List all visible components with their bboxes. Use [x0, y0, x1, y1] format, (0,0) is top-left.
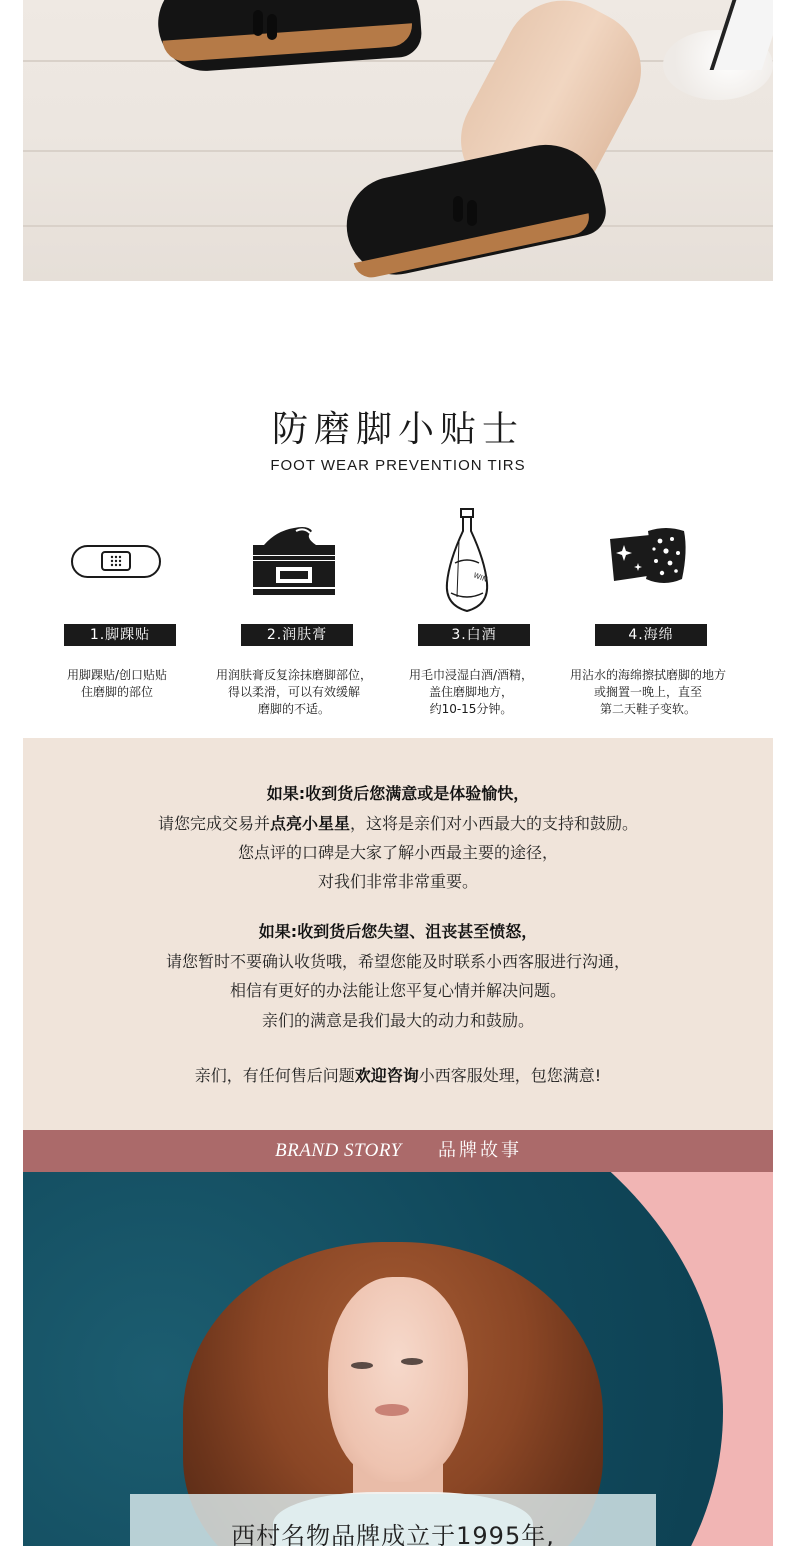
brand-model-photo	[23, 1172, 773, 1546]
message-line: 亲们的满意是我们最大的动力和鼓励。	[261, 1011, 534, 1030]
brand-story-cn: 品牌故事	[438, 1140, 522, 1161]
model-face	[328, 1277, 468, 1482]
message-text: 小西客服处理，包您满意!	[418, 1066, 602, 1085]
tip-card-ankle-patch	[27, 501, 207, 731]
tip-desc-line: 第二天鞋子变软。	[599, 702, 696, 716]
brand-caption-box	[130, 1494, 656, 1546]
cream-jar-icon	[204, 501, 384, 619]
message-line: 请您暂时不要确认收货哦，希望您能及时联系小西客服进行沟通，	[165, 952, 630, 971]
after-sale-message	[23, 738, 773, 1130]
floor-tile-line	[23, 60, 773, 62]
bottle-label-text: WIN	[472, 571, 489, 584]
tips-section	[23, 281, 773, 738]
tip-label: 3.白酒	[418, 624, 530, 646]
model-eye	[401, 1358, 423, 1365]
tip-desc-line: 用润肤膏反复涂抹磨脚部位，	[215, 668, 372, 682]
tip-label: 4.海绵	[595, 624, 707, 646]
tip-desc-line: 盖住磨脚地方，	[428, 685, 513, 699]
tassel	[453, 196, 463, 222]
message-line: 您点评的口碑是大家了解小西最主要的途径，	[237, 843, 558, 862]
message-text: ，这将是亲们对小西最大的支持和鼓励。	[350, 814, 639, 833]
tip-label: 1.脚踝贴	[64, 624, 176, 646]
message-text: 请您完成交易并	[157, 814, 270, 833]
tip-description	[204, 667, 384, 718]
tip-desc-line: 用毛巾浸湿白酒/酒精，	[408, 668, 534, 682]
tip-desc-line: 磨脚的不适。	[257, 702, 330, 716]
bandage-icon	[27, 501, 207, 619]
sponge-icon	[558, 501, 738, 619]
brand-caption-text: 西村名物品牌成立于1995年,	[231, 1522, 555, 1546]
tip-desc-line: 约10-15分钟。	[429, 702, 513, 716]
model-eye	[351, 1362, 373, 1369]
model-lips	[375, 1404, 409, 1416]
message-line: 相信有更好的办法能让您平复心情并解决问题。	[229, 981, 566, 1000]
tip-description	[381, 667, 561, 718]
tip-desc-line: 住磨脚的部位	[80, 685, 153, 699]
message-bold-text: 欢迎咨询	[354, 1066, 419, 1085]
message-bold-text: 如果:收到货后您失望、沮丧甚至愤怒，	[258, 922, 538, 941]
tip-card-moisturizer	[204, 501, 384, 731]
tip-label: 2.润肤膏	[241, 624, 353, 646]
tassel	[467, 200, 477, 226]
tip-desc-line: 用脚踝贴/创口贴贴	[66, 668, 168, 682]
floor-tile-line	[23, 150, 773, 152]
message-line: 对我们非常非常重要。	[317, 872, 478, 891]
message-text: 亲们，有任何售后问题	[194, 1066, 355, 1085]
brand-story-en: BRAND STORY	[275, 1140, 402, 1161]
brand-story-header	[23, 1130, 773, 1172]
liquor-bottle-icon	[381, 501, 561, 619]
tips-title: 防磨脚小贴士	[271, 409, 524, 450]
message-line	[23, 1066, 773, 1086]
tip-desc-line: 用沾水的海绵擦拭磨脚的地方	[569, 668, 726, 682]
tassel	[267, 14, 277, 40]
message-bold-text: 点亮小星星	[269, 814, 350, 833]
product-photo-shoes	[23, 0, 773, 281]
tassel	[253, 10, 263, 36]
tip-desc-line: 得以柔滑，可以有效缓解	[227, 685, 360, 699]
tip-description	[27, 667, 207, 701]
tip-desc-line: 或搁置一晚上，直至	[593, 685, 702, 699]
message-line	[23, 814, 773, 834]
tips-subtitle: FOOT WEAR PREVENTION TIRS	[270, 457, 526, 474]
tip-card-liquor	[381, 501, 561, 731]
message-line	[23, 922, 773, 942]
tip-card-sponge	[558, 501, 738, 731]
message-line	[23, 784, 773, 804]
message-bold-text: 如果:收到货后您满意或是体验愉快，	[266, 784, 530, 803]
tip-description	[558, 667, 738, 718]
